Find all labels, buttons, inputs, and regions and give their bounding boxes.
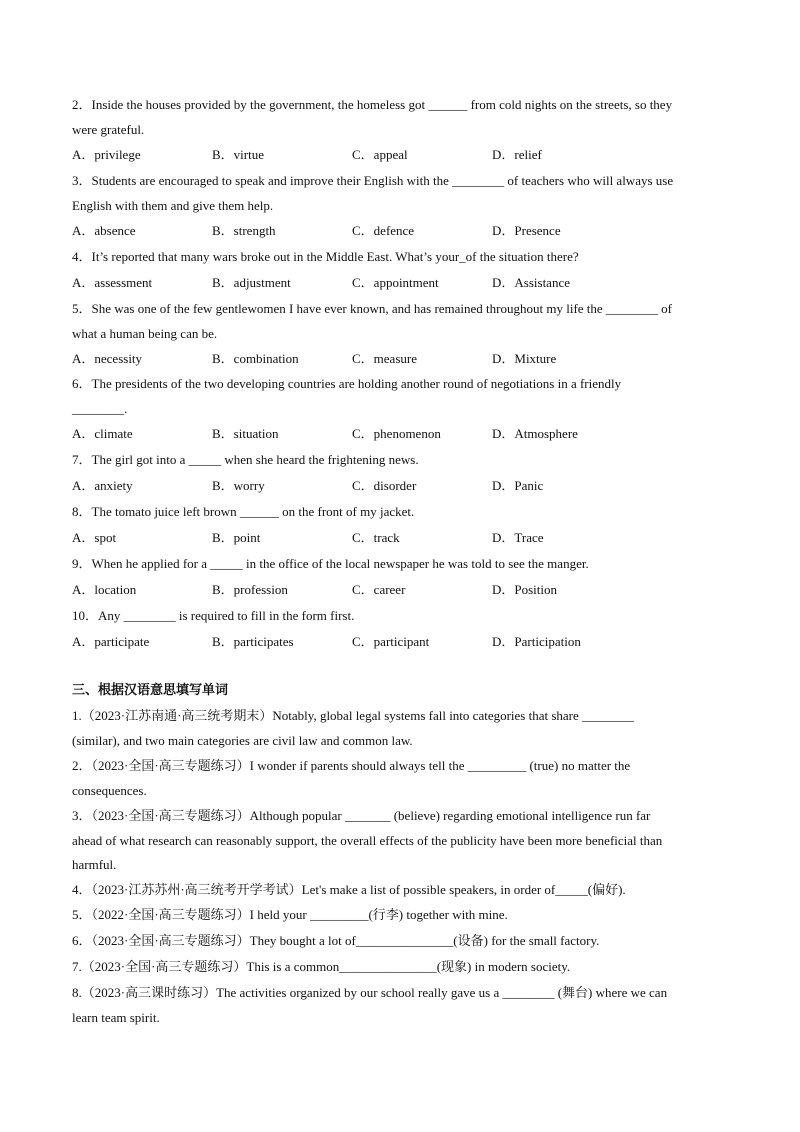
fill-question-8-line-2: learn team spirit.: [72, 1010, 160, 1025]
option-d: D．Panic: [492, 478, 544, 493]
question-2-options: [72, 142, 728, 167]
fill-question-5-line-1: 5．（2022·全国·高三专题练习）I held your _________(行李) together with mine.: [72, 907, 508, 922]
option-c: C．career: [352, 582, 406, 597]
option-a: A．spot: [72, 530, 117, 545]
question-6-options: [72, 421, 728, 446]
option-b: B．profession: [212, 582, 288, 597]
option-c: C．measure: [352, 351, 417, 366]
option-d: D．Position: [492, 582, 558, 597]
option-b: B．strength: [212, 223, 276, 238]
fill-question-3-line-1: 3．（2023·全国·高三专题练习）Although popular _______ (believe) regarding emotional intelligence run far: [72, 808, 651, 823]
option-b: B．situation: [212, 426, 279, 441]
fill-question-7-line-1: 7.（2023·全国·高三专题练习）This is a common_______________(现象) in modern society.: [72, 959, 571, 974]
question-5-line-2: what a human being can be.: [72, 326, 218, 341]
option-a: A．absence: [72, 223, 136, 238]
option-c: C．phenomenon: [352, 426, 441, 441]
option-a: A．assessment: [72, 275, 153, 290]
fill-question-4-line-1: 4．（2023·江苏苏州·高三统考开学考试）Let's make a list of possible speakers, in order of_____(偏好).: [72, 882, 626, 897]
option-a: A．necessity: [72, 351, 143, 366]
option-b: B．participates: [212, 634, 294, 649]
fill-question-1-line-1: 1.（2023·江苏南通·高三统考期末）Notably, global legal systems fall into categories that share ________: [72, 708, 635, 723]
fill-question-8-line-1: 8.（2023·高三课时练习）The activities organized by our school really gave us a ________ (舞台) where we can: [72, 985, 668, 1000]
fill-question-2-line-1: 2．（2023·全国·高三专题练习）I wonder if parents should always tell the _________ (true) no matter the: [72, 758, 631, 773]
option-d: D．Presence: [492, 223, 561, 238]
option-c: C．track: [352, 530, 400, 545]
question-5-options: [72, 346, 728, 371]
option-a: A．anxiety: [72, 478, 133, 493]
question-2-line-2: were grateful.: [72, 122, 145, 137]
question-5-line-1: 5．She was one of the few gentlewomen I have ever known, and has remained throughout my life the ________ of: [72, 301, 673, 316]
question-6-line-2: ________.: [72, 401, 128, 416]
option-a: A．participate: [72, 634, 150, 649]
question-7-line-1: 7．The girl got into a _____ when she heard the frightening news.: [72, 452, 419, 467]
option-c: C．disorder: [352, 478, 417, 493]
fill-question-3-line-3: harmful.: [72, 857, 117, 872]
option-b: B．virtue: [212, 147, 264, 162]
question-10-line-1: 10．Any ________ is required to fill in the form first.: [72, 608, 355, 623]
option-b: B．worry: [212, 478, 265, 493]
option-c: C．appointment: [352, 275, 439, 290]
fill-question-6-line-1: 6．（2023·全国·高三专题练习）They bought a lot of_______________(设备) for the small factory.: [72, 933, 600, 948]
option-d: D．relief: [492, 147, 542, 162]
question-10-options: [72, 629, 728, 654]
question-9-options: [72, 577, 728, 602]
question-8-options: [72, 525, 728, 550]
option-d: D．Atmosphere: [492, 426, 578, 441]
option-d: D．Participation: [492, 634, 581, 649]
question-2-line-1: 2．Inside the houses provided by the government, the homeless got ______ from cold nights on the streets, so they: [72, 97, 673, 112]
option-a: A．privilege: [72, 147, 141, 162]
question-9-line-1: 9．When he applied for a _____ in the office of the local newspaper he was told to see the manger.: [72, 556, 589, 571]
question-3-line-1: 3．Students are encouraged to speak and improve their English with the ________ of teachers who will always use: [72, 173, 674, 188]
section-heading: 三、根据汉语意思填写单词: [72, 683, 229, 698]
option-b: B．adjustment: [212, 275, 291, 290]
question-3-options: [72, 218, 728, 243]
option-d: D．Assistance: [492, 275, 570, 290]
option-a: A．location: [72, 582, 137, 597]
question-4-options: [72, 270, 728, 295]
option-d: D．Trace: [492, 530, 544, 545]
fill-question-2-line-2: consequences.: [72, 783, 147, 798]
option-c: C．participant: [352, 634, 430, 649]
option-d: D．Mixture: [492, 351, 557, 366]
question-7-options: [72, 473, 728, 498]
question-6-line-1: 6．The presidents of the two developing countries are holding another round of negotiations in a friendly: [72, 376, 622, 391]
question-4-line-1: 4．It’s reported that many wars broke out in the Middle East. What’s your_of the situation there?: [72, 249, 579, 264]
option-b: B．point: [212, 530, 261, 545]
option-c: C．defence: [352, 223, 415, 238]
option-c: C．appeal: [352, 147, 408, 162]
option-a: A．climate: [72, 426, 133, 441]
question-8-line-1: 8．The tomato juice left brown ______ on the front of my jacket.: [72, 504, 415, 519]
option-b: B．combination: [212, 351, 299, 366]
question-3-line-2: English with them and give them help.: [72, 198, 274, 213]
fill-question-1-line-2: (similar), and two main categories are civil law and common law.: [72, 733, 413, 748]
fill-question-3-line-2: ahead of what research can reasonably support, the overall effects of the publicity have been more beneficial than: [72, 833, 663, 848]
